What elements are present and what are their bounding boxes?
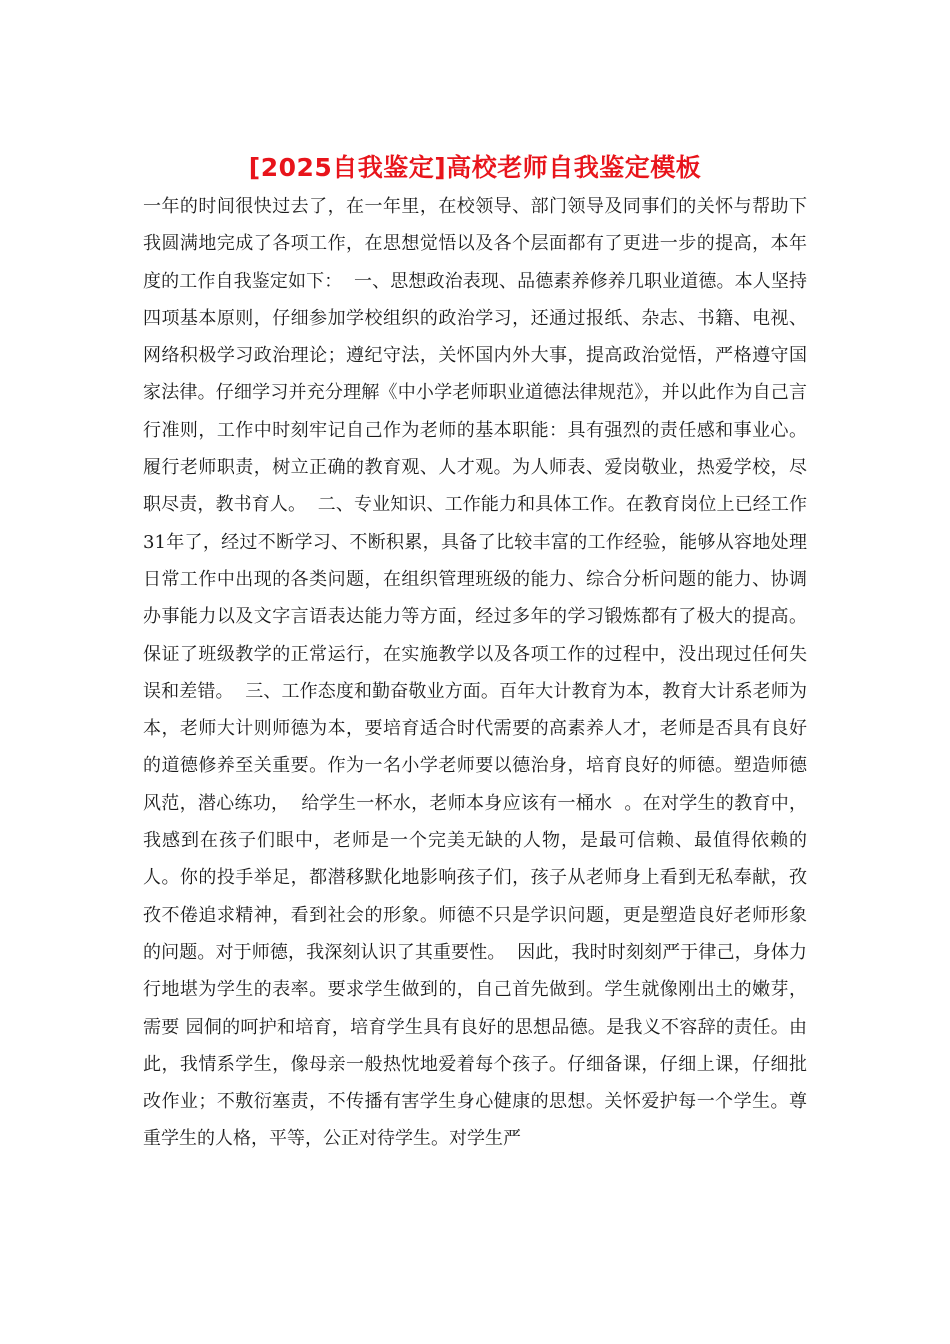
document-body: 一年的时间很快过去了，在一年里，在校领导、部门领导及同事们的关怀与帮助下我圆满地完成了各项工作，在思想觉悟以及各个层面都有了更进一步的提高，本年度的工作自我鉴定如下： 一、思想政治表现、品德素养修养几职业道德。本人坚持四项基本原则，仔细参加学校组织的政治学习，还通过报纸、杂志、书籍、电视、网络积极学习政治理论；遵纪守法，关怀国内外大事，提高政治觉悟，严格遵守国家法律。仔细学习并充分理解《中小学老师职业道德法律规范》，并以此作为自己言行准则，工作中时刻牢记自己作为老师的基本职能：具有强烈的责任感和事业心。履行老师职责，树立正确的教育观、人才观。为人师表、爱岗敬业，热爱学校，尽职尽责，教书育人。 二、专业知识、工作能力和具体工作。在教育岗位上已经工作31年了，经过不断学习、不断积累，具备了比较丰富的工作经验，能够从容地处理日常工作中出现的各类问题，在组织管理班级的能力、综合分析问题的能力、协调办事能力以及文字言语表达能力等方面，经过多年的学习锻炼都有了极大的提高。保证了班级教学的正常运行，在实施教学以及各项工作的过程中，没出现过任何失误和差错。 三、工作态度和勤奋敬业方面。百年大计教育为本，教育大计系老师为本，老师大计则师德为本，要培育适合时代需要的高素养人才，老师是否具有良好的道德修养至关重要。作为一名小学老师要以德治身，培育良好的师德。塑造师德风范，潜心练功， 给学生一杯水，老师本身应该有一桶水 。在对学生的教育中，我感到在孩子们眼中，老师是一个完美无缺的人物，是最可信赖、最值得依赖的人。你的投手举足，都潜移默化地影响孩子们，孩子从老师身上看到无私奉献，孜孜不倦追求精神，看到社会的形象。师德不只是学识问题，更是塑造良好老师形象的问题。对于师德，我深刻认识了其重要性。 因此，我时时刻刻严于律己，身体力行地堪为学生的表率。要求学生做到的，自己首先做到。学生就像刚出土的嫩芽，需要 园侗的呵护和培育，培育学生具有良好的思想品德。是我义不容辞的责任。由此，我情系学生，像母亲一般热忱地爱着每个孩子。仔细备课，仔细上课，仔细批改作业；不敷衍塞责，不传播有害学生身心健康的思想。关怀爱护每一个学生。尊重学生的人格，平等，公正对待学生。对学生严 <box>143 196 807 1150</box>
document-title: [2025自我鉴定]高校老师自我鉴定模板 <box>248 153 702 182</box>
